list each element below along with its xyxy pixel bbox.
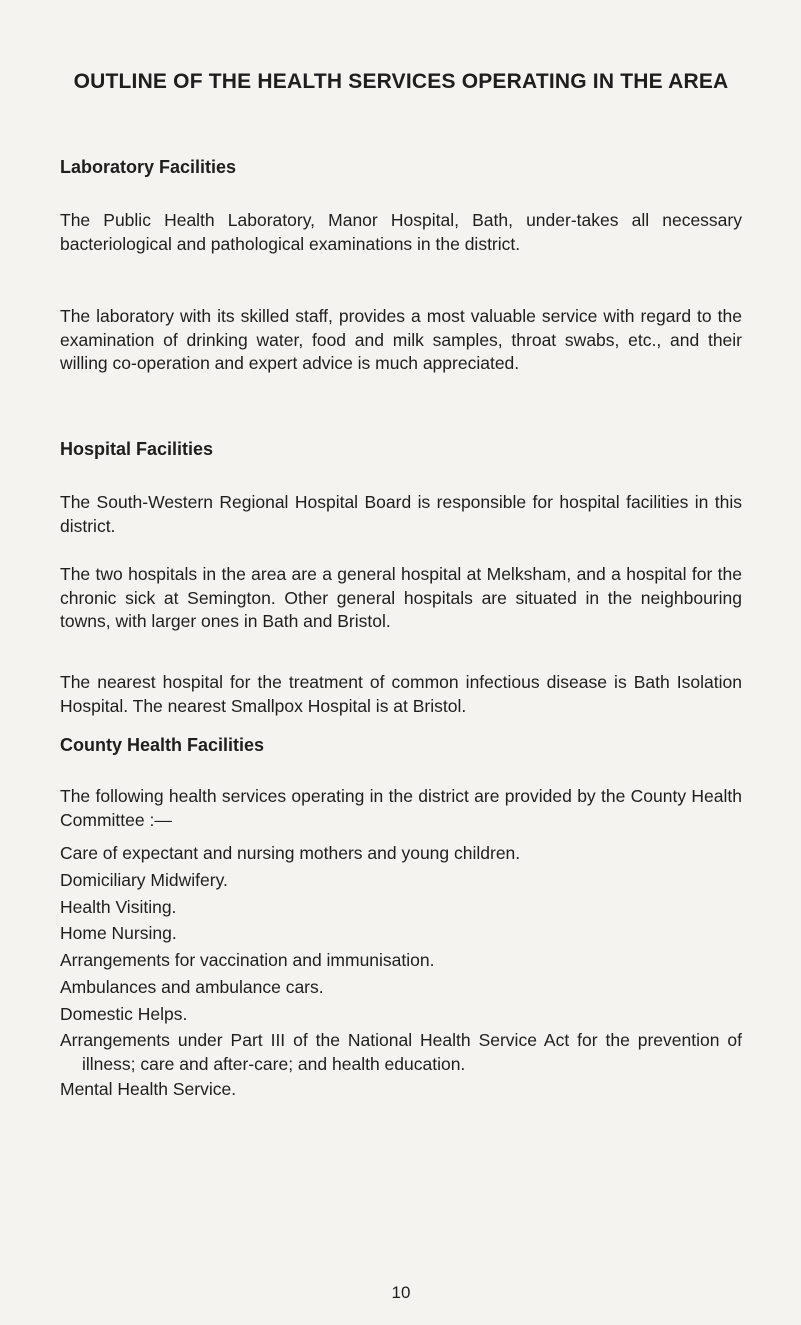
list-item: Health Visiting. xyxy=(60,896,177,917)
paragraph-hospital-3: The nearest hospital for the treatment of common infectious disease is Bath Isolation Hospital. The nearest Smallpox Hospital is at Bristol. xyxy=(60,672,742,716)
paragraph-hospital-1: The South-Western Regional Hospital Board is responsible for hospital facilities in this district. xyxy=(60,492,742,536)
section-heading-laboratory: Laboratory Facilities xyxy=(60,157,237,177)
paragraph-laboratory-1: The Public Health Laboratory, Manor Hospital, Bath, under-takes all necessary bacteriological and pathological examinations in the district. xyxy=(60,210,742,254)
list-item: Domestic Helps. xyxy=(60,1003,188,1024)
section-heading-county: County Health Facilities xyxy=(60,735,265,755)
list-item: Mental Health Service. xyxy=(60,1078,237,1099)
page-title: OUTLINE OF THE HEALTH SERVICES OPERATING IN THE AREA xyxy=(73,70,729,93)
list-item: Arrangements under Part III of the National Health Service Act for the prevention of illness; care and after-care; and health education. xyxy=(60,1029,742,1074)
county-services-list xyxy=(60,840,742,1102)
paragraph-county-intro: The following health services operating in the district are provided by the County Health Committee :— xyxy=(60,786,742,830)
list-item: Care of expectant and nursing mothers and young children. xyxy=(60,843,521,863)
paragraph-hospital-2: The two hospitals in the area are a general hospital at Melksham, and a hospital for the chronic sick at Semington. Other general hospitals are situated in the neighbouring towns, with larger ones in Bath and Bristol. xyxy=(60,564,742,631)
list-item: Arrangements for vaccination and immunisation. xyxy=(60,950,435,971)
page-number: 10 xyxy=(391,1283,411,1302)
list-item: Ambulances and ambulance cars. xyxy=(60,976,324,997)
list-item: Home Nursing. xyxy=(60,923,177,944)
section-heading-hospital: Hospital Facilities xyxy=(60,439,214,459)
paragraph-laboratory-2: The laboratory with its skilled staff, provides a most valuable service with regard to the examination of drinking water, food and milk samples, throat swabs, etc., and their willing co-operation and expert advice is much appreciated. xyxy=(60,306,742,373)
list-item: Domiciliary Midwifery. xyxy=(60,869,228,890)
